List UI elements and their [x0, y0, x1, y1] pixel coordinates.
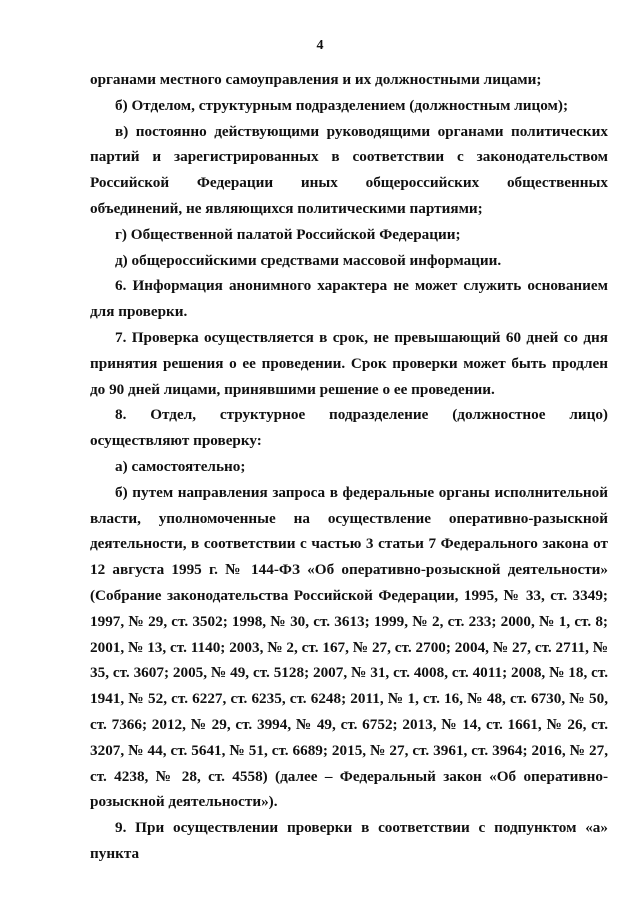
- paragraph-5b: б) Отделом, структурным подразделением (должностным лицом);: [115, 96, 569, 114]
- paragraph-5v: в) постоянно действующими руководящими органами политических партий и зарегистрированных в соответствии с законодательством Российской Федерации иных общероссийских общественных объединений, не являющихся политическими партиями;: [90, 122, 608, 217]
- page-number: 4: [316, 38, 324, 53]
- paragraph-7: 7. Проверка осуществляется в срок, не превышающий 60 дней со дня принятия решения о ее проведении. Срок проверки может быть продлен до 90 дней лицами, принявшими решение о ее проведении.: [90, 328, 608, 398]
- paragraph-6: 6. Информация анонимного характера не может служить основанием для проверки.: [90, 277, 608, 321]
- paragraph-continuation: органами местного самоуправления и их должностными лицами;: [90, 71, 542, 88]
- document-body: [90, 67, 608, 867]
- paragraph-8: 8. Отдел, структурное подразделение (должностное лицо) осуществляют проверку:: [90, 406, 608, 450]
- paragraph-9: 9. При осуществлении проверки в соответствии с подпунктом «а» пункта: [90, 819, 608, 862]
- paragraph-8b: б) путем направления запроса в федеральные органы исполнительной власти, уполномоченные на осуществление оперативно-разыскной деятельности, в соответствии с частью 3 статьи 7 Федерального закона от 12 августа 1995 г. № 144-ФЗ «Об оперативно-розыскной деятельности» (Собрание законодательства Российской Федерации, 1995, № 33, ст. 3349; 1997, № 29, ст. 3502; 1998, № 30, ст. 3613; 1999, № 2, ст. 233; 2000, № 1, ст. 8; 2001, № 13, ст. 1140; 2003, № 2, ст. 167, № 27, ст. 2700; 2004, № 27, ст. 2711, № 35, ст. 3607; 2005, № 49, ст. 5128; 2007, № 31, ст. 4008, ст. 4011; 2008, № 18, ст. 1941, № 52, ст. 6227, ст. 6235, ст. 6248; 2011, № 1, ст. 16, № 48, ст. 6730, № 50, ст. 7366; 2012, № 29, ст. 3994, № 49, ст. 6752; 2013, № 14, ст. 1661, № 26, ст. 3207, № 44, ст. 5641, № 51, ст. 6689; 2015, № 27, ст. 3961, ст. 3964; 2016, № 27, ст. 4238, № 28, ст. 4558) (далее – Федеральный закон «Об оперативно-розыскной деятельности»).: [90, 483, 608, 811]
- paragraph-5g: г) Общественной палатой Российской Федерации;: [115, 225, 461, 243]
- paragraph-8a: а) самостоятельно;: [115, 457, 246, 475]
- paragraph-5d: д) общероссийскими средствами массовой информации.: [115, 251, 502, 269]
